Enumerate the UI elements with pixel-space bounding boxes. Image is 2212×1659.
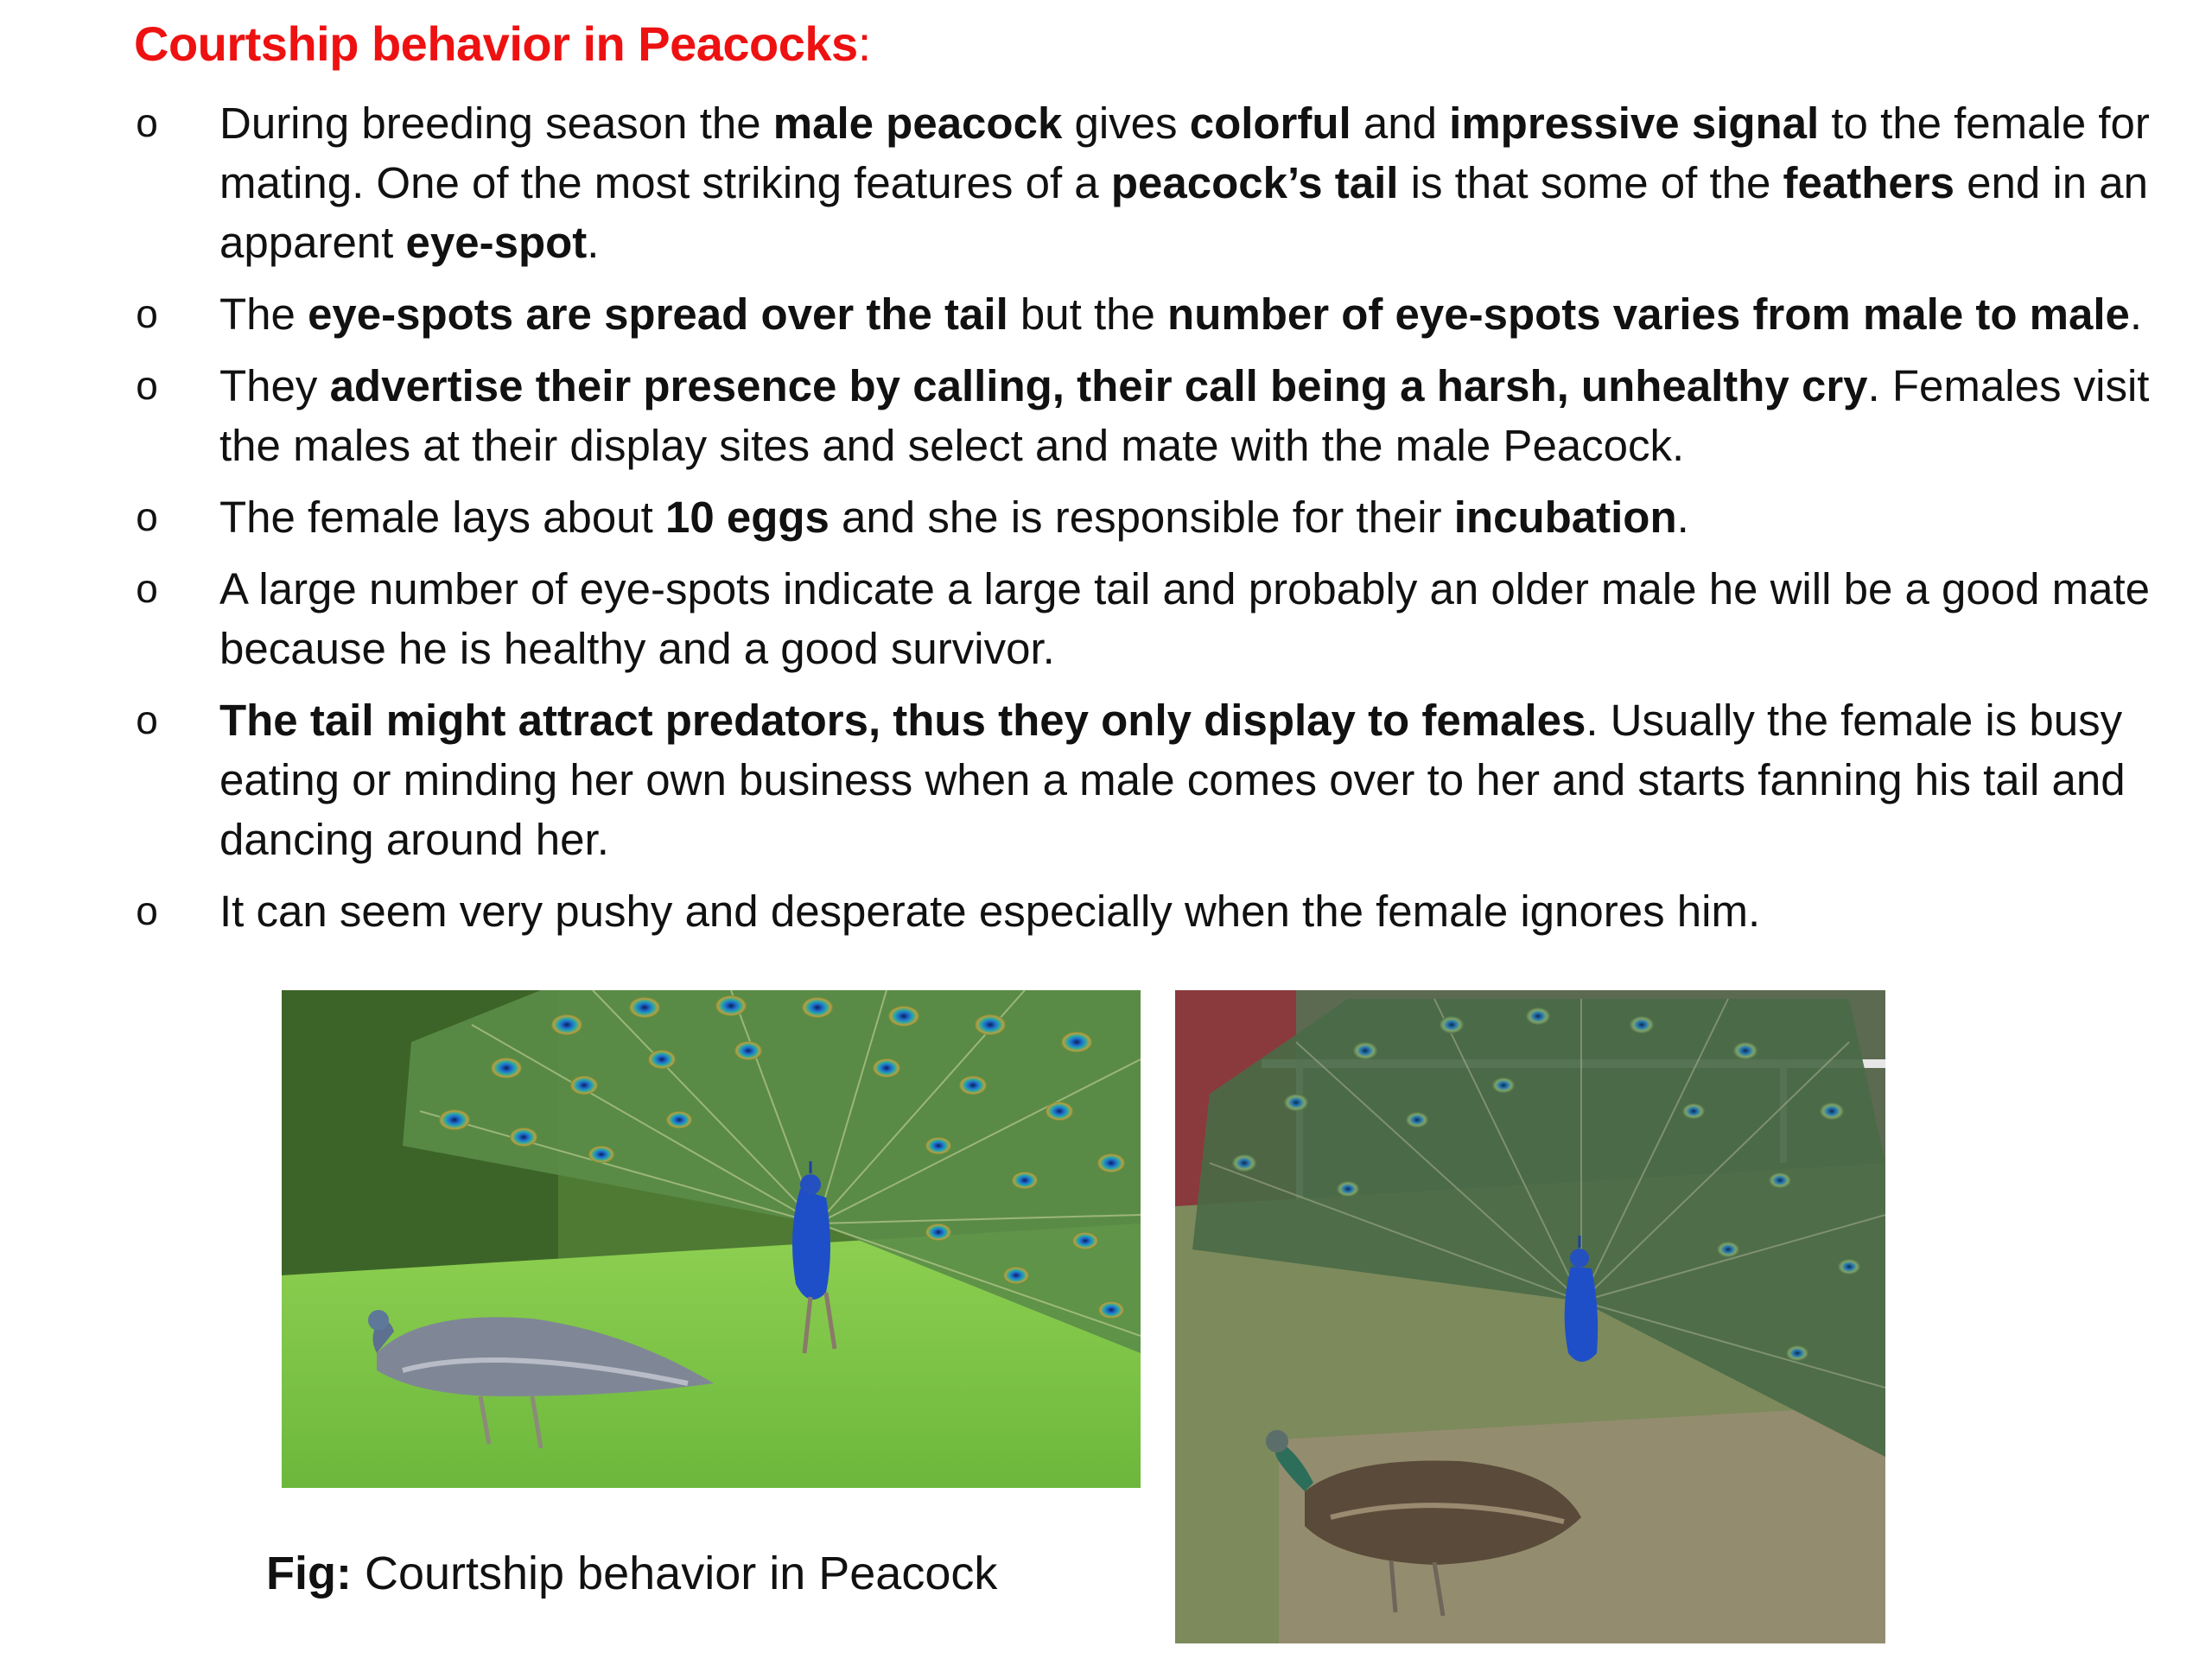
- bullet-marker: o: [136, 888, 158, 933]
- bold-text-run: impressive signal: [1449, 99, 1820, 148]
- bullet-text: [219, 289, 2142, 339]
- peacock-lawn-photo: [282, 990, 1141, 1488]
- bold-text-run: eye-spots are spread over the tail: [308, 289, 1008, 339]
- text-run: gives: [1062, 99, 1190, 148]
- bullet-item: [130, 93, 2152, 272]
- text-run: . Usually the female is busy eating or minding her own business when a male comes over to her and starts fanning his tail and dancing around her.: [219, 696, 2126, 864]
- text-run: It can seem very pushy and desperate especially when the female ignores him.: [219, 887, 1761, 936]
- bold-text-run: number of eye-spots varies from male to male: [1167, 289, 2130, 339]
- bullet-text: [219, 887, 1760, 936]
- text-run: .: [587, 218, 600, 267]
- bold-text-run: peacock’s tail: [1110, 158, 1399, 207]
- text-run: A large number of eye-spots indicate a large tail and probably an older male he will be a good mate because he is healthy and a good survivor.: [219, 564, 2151, 673]
- bullet-marker: o: [136, 697, 158, 742]
- bold-text-run: The tail might attract predators, thus they only display to females: [219, 696, 1586, 745]
- peacock-barn-photo: [1175, 990, 1885, 1643]
- text-run: and she is responsible for their: [829, 493, 1454, 542]
- text-run: The: [219, 289, 308, 339]
- bold-text-run: 10 eggs: [664, 493, 830, 542]
- bold-text-run: eye-spot: [405, 218, 588, 267]
- bullet-list: [130, 93, 2152, 953]
- bullet-text: [219, 493, 1689, 542]
- peacock-barn-illustration: [1175, 990, 1885, 1643]
- bullet-text: [219, 99, 2150, 267]
- text-run: and: [1351, 99, 1450, 148]
- bullet-item: [130, 881, 2152, 941]
- bullet-marker: o: [136, 494, 158, 539]
- text-run: .: [2129, 289, 2143, 339]
- page-title-text: Courtship behavior in Peacocks: [134, 16, 858, 71]
- caption-text: Courtship behavior in Peacock: [351, 1548, 998, 1599]
- bullet-marker: o: [136, 566, 158, 611]
- bullet-item: [130, 690, 2152, 869]
- bullet-item: [130, 284, 2152, 344]
- bold-text-run: feathers: [1783, 158, 1955, 207]
- page-title: [134, 16, 871, 72]
- bullet-item: [130, 356, 2152, 475]
- bold-text-run: colorful: [1189, 99, 1351, 148]
- bullet-marker: o: [136, 363, 158, 408]
- bullet-item: [130, 487, 2152, 547]
- bold-text-run: male peacock: [772, 99, 1063, 148]
- peacock-lawn-illustration: [282, 990, 1141, 1488]
- text-run: end in an apparent: [219, 158, 2148, 267]
- bullet-text: [219, 696, 2126, 864]
- bullet-item: [130, 559, 2152, 678]
- text-run: The female lays about: [219, 493, 665, 542]
- bullet-text: [219, 361, 2149, 470]
- page-title-colon: :: [857, 16, 871, 71]
- figure-caption: [266, 1547, 997, 1600]
- text-run: is that some of the: [1398, 158, 1783, 207]
- text-run: They: [219, 361, 330, 410]
- text-run: During breeding season the: [219, 99, 773, 148]
- text-run: . Females visit the males at their display sites and select and mate with the male Peacock.: [219, 361, 2150, 470]
- bullet-marker: o: [136, 100, 158, 145]
- text-run: .: [1676, 493, 1689, 542]
- text-run: but the: [1007, 289, 1168, 339]
- bold-text-run: advertise their presence by calling, their call being a harsh, unhealthy cry: [329, 361, 1868, 410]
- bullet-text: [219, 564, 2150, 673]
- caption-label: Fig:: [266, 1548, 352, 1599]
- bold-text-run: incubation: [1453, 493, 1677, 542]
- text-run: to the female for mating. One of the most striking features of a: [219, 99, 2150, 207]
- bullet-marker: o: [136, 291, 158, 336]
